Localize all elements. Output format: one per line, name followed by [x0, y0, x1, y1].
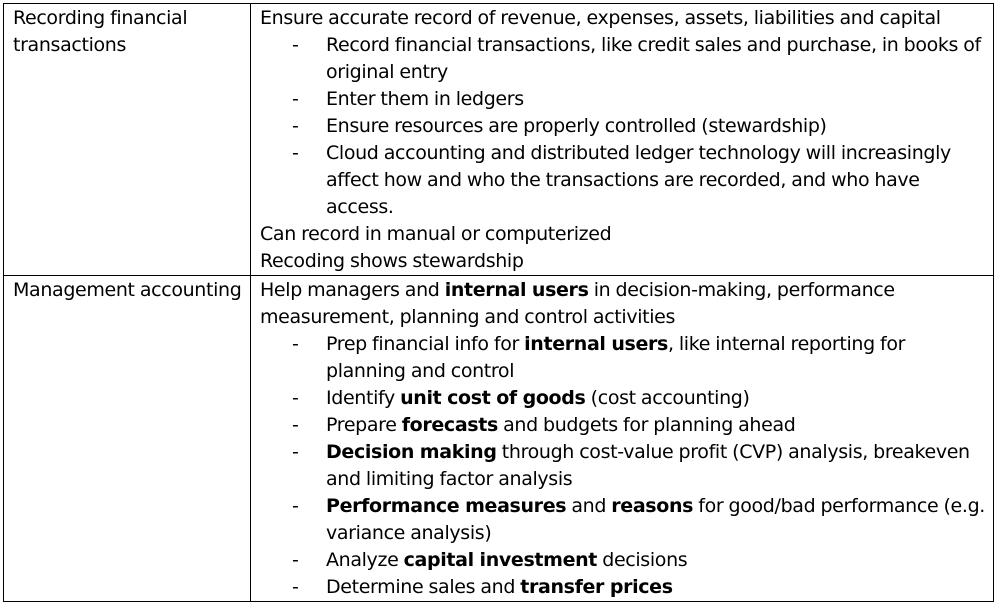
- bullet-text: and budgets for planning ahead: [497, 414, 796, 436]
- outro-line: Recoding shows stewardship: [260, 250, 524, 272]
- list-item: [260, 439, 989, 493]
- topic-cell: [4, 276, 251, 602]
- dash-marker: -: [292, 495, 299, 517]
- list-item: [260, 493, 989, 547]
- bullet-text: Prep financial info for: [326, 333, 525, 355]
- bullet-text: Cloud accounting and distributed ledger technology will increasingly affect how and who the transactions are recorded, and who have access.: [326, 142, 951, 218]
- intro-text: [260, 277, 989, 331]
- list-item: [260, 86, 989, 113]
- bullet-emphasis: internal users: [524, 333, 668, 355]
- bullet-text: Prepare: [326, 414, 402, 436]
- bullet-emphasis: reasons: [611, 495, 694, 517]
- dash-marker: -: [292, 441, 299, 463]
- bullet-text: (cost accounting): [585, 387, 750, 409]
- bullet-text: Ensure resources are properly controlled (stewardship): [326, 115, 827, 137]
- bullet-emphasis: Decision making: [326, 441, 497, 463]
- dash-marker: -: [292, 142, 299, 164]
- bullet-list: [260, 331, 989, 601]
- dash-marker: -: [292, 549, 299, 571]
- bullet-text: , like internal reporting for planning and control: [326, 333, 906, 382]
- intro-segment: Help managers and: [260, 279, 445, 301]
- table-row: [4, 4, 994, 276]
- bullet-text: for good/bad performance (e.g. variance analysis): [326, 495, 985, 544]
- list-item: [260, 32, 989, 86]
- topic-label: Recording financial transactions: [13, 7, 188, 56]
- notes-table: [3, 3, 994, 602]
- list-item: [260, 113, 989, 140]
- bullet-emphasis: capital investment: [403, 549, 598, 571]
- outro-line: Can record in manual or computerized: [260, 223, 612, 245]
- intro-segment: Ensure accurate record of revenue, expenses, assets, liabilities and capital: [260, 7, 941, 29]
- bullet-text: Record financial transactions, like credit sales and purchase, in books of original entry: [326, 34, 981, 83]
- bullet-text: Identify: [326, 387, 401, 409]
- list-item: [260, 331, 989, 385]
- bullet-text: and: [566, 495, 612, 517]
- list-item: [260, 385, 989, 412]
- list-item: [260, 140, 989, 221]
- bullet-text: through cost-value profit (CVP) analysis, breakeven and limiting factor analysis: [326, 441, 970, 490]
- bullet-emphasis: unit cost of goods: [400, 387, 586, 409]
- bullet-text: Enter them in ledgers: [326, 88, 524, 110]
- bullet-text: Determine sales and: [326, 576, 521, 598]
- topic-label: Management accounting: [13, 279, 242, 301]
- bullet-text: decisions: [597, 549, 688, 571]
- dash-marker: -: [292, 115, 299, 137]
- description-cell: [251, 4, 994, 276]
- dash-marker: -: [292, 387, 299, 409]
- list-item: [260, 574, 989, 601]
- list-item: [260, 412, 989, 439]
- table-row: [4, 276, 994, 602]
- intro-text: [260, 5, 989, 32]
- bullet-list: [260, 32, 989, 221]
- bullet-emphasis: Performance measures: [326, 495, 567, 517]
- intro-segment: in decision-making, performance measurement, planning and control activities: [260, 279, 895, 328]
- dash-marker: -: [292, 333, 299, 355]
- dash-marker: -: [292, 414, 299, 436]
- bullet-text: Analyze: [326, 549, 404, 571]
- dash-marker: -: [292, 34, 299, 56]
- list-item: [260, 547, 989, 574]
- topic-cell: [4, 4, 251, 276]
- dash-marker: -: [292, 88, 299, 110]
- bullet-emphasis: forecasts: [401, 414, 498, 436]
- description-cell: [251, 276, 994, 602]
- dash-marker: -: [292, 576, 299, 598]
- intro-emphasis: internal users: [444, 279, 589, 301]
- bullet-emphasis: transfer prices: [520, 576, 673, 598]
